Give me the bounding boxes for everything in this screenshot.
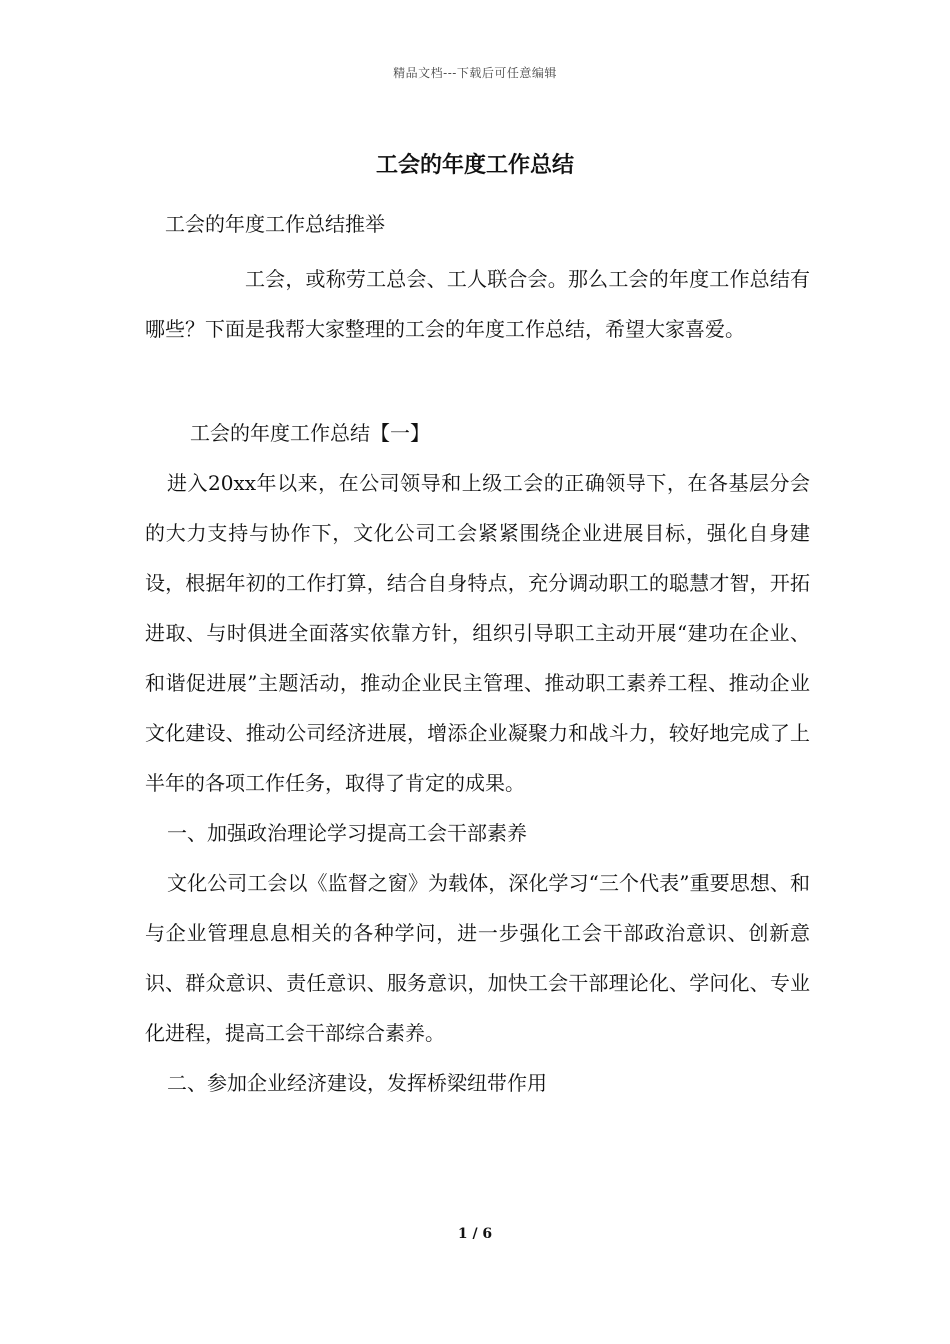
heading-1: 一、加强政治理论学习提高工会干部素养 — [167, 821, 527, 845]
heading-2: 二、参加企业经济建设，发挥桥梁纽带作用 — [167, 1071, 547, 1095]
document-subtitle: 工会的年度工作总结推举 — [165, 212, 385, 236]
body-paragraph-2: 文化公司工会以《监督之窗》为载体，深化学习“三个代表”重要思想、和与企业管理息息相关的各种学问，进一步强化工会干部政治意识、创新意识、群众意识、责任意识、服务意识，加快工会干部理论化、学问化、专业化进程，提高工会干部综合素养。 — [145, 871, 810, 1045]
body-paragraph-1: 进入20xx年以来，在公司领导和上级工会的正确领导下，在各基层分会的大力支持与协作下，文化公司工会紧紧围绕企业进展目标，强化自身建设，根据年初的工作打算，结合自身特点，充分调动职工的聪慧才智，开拓进取、与时俱进全面落实依靠方针，组织引导职工主动开展“建功在企业、和谐促进展”主题活动，推动企业民主管理、推动职工素养工程、推动企业文化建设、推动公司经济进展，增添企业凝聚力和战斗力，较好地完成了上半年的各项工作任务，取得了肯定的成果。 — [145, 471, 810, 795]
page-number: 1 / 6 — [457, 1226, 493, 1242]
document-body — [145, 200, 810, 1108]
intro-paragraph: 工会，或称劳工总会、工人联合会。那么工会的年度工作总结有哪些？下面是我帮大家整理的工会的年度工作总结，希望大家喜爱。 — [145, 267, 810, 341]
spacer — [145, 354, 810, 408]
document-title: 工会的年度工作总结 — [375, 152, 574, 178]
page-header: 精品文档---下载后可任意编辑 — [393, 66, 557, 80]
section-heading: 工会的年度工作总结【一】 — [190, 421, 430, 445]
